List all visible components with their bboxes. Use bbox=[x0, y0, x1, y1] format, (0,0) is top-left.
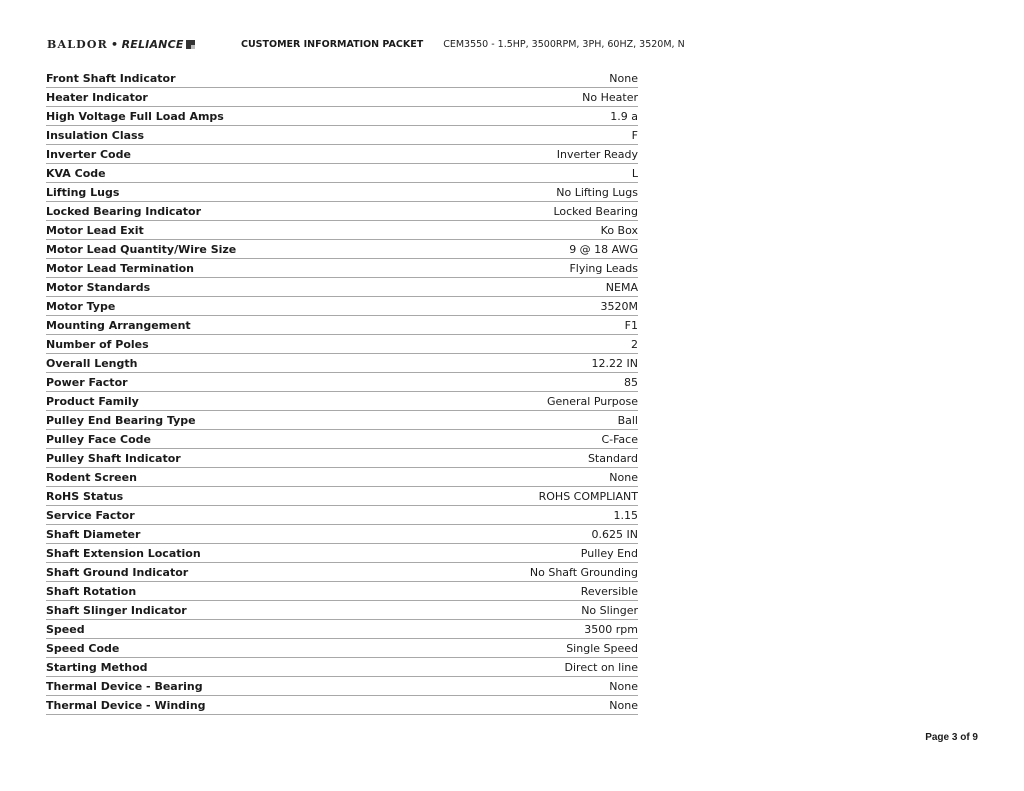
spec-value: Ko Box bbox=[600, 223, 638, 237]
spec-row bbox=[46, 449, 638, 468]
spec-label: High Voltage Full Load Amps bbox=[46, 109, 224, 123]
spec-row bbox=[46, 620, 638, 639]
spec-row bbox=[46, 601, 638, 620]
spec-row bbox=[46, 126, 638, 145]
spec-value: 2 bbox=[631, 337, 638, 351]
spec-value: L bbox=[631, 166, 638, 180]
spec-table bbox=[46, 69, 638, 715]
spec-label: RoHS Status bbox=[46, 489, 124, 503]
spec-row bbox=[46, 69, 638, 88]
spec-row bbox=[46, 221, 638, 240]
spec-value: Locked Bearing bbox=[553, 204, 638, 218]
spec-row bbox=[46, 487, 638, 506]
spec-value: None bbox=[609, 71, 638, 85]
spec-value: 3500 rpm bbox=[584, 622, 638, 636]
spec-label: Shaft Diameter bbox=[46, 527, 141, 541]
spec-label: Shaft Slinger Indicator bbox=[46, 603, 187, 617]
spec-label: Motor Lead Termination bbox=[46, 261, 195, 275]
spec-label: Product Family bbox=[46, 394, 139, 408]
spec-label: Shaft Extension Location bbox=[46, 546, 201, 560]
packet-title: CUSTOMER INFORMATION PACKET bbox=[241, 38, 424, 50]
spec-value: Reversible bbox=[580, 584, 638, 598]
spec-value: ROHS COMPLIANT bbox=[538, 489, 638, 503]
spec-label: Number of Poles bbox=[46, 337, 149, 351]
spec-value: 3520M bbox=[600, 299, 638, 313]
spec-value: No Heater bbox=[582, 90, 638, 104]
spec-row bbox=[46, 506, 638, 525]
spec-value: 12.22 IN bbox=[591, 356, 638, 370]
spec-label: Power Factor bbox=[46, 375, 128, 389]
spec-value: 0.625 IN bbox=[591, 527, 638, 541]
spec-value: None bbox=[609, 470, 638, 484]
spec-label: Motor Lead Quantity/Wire Size bbox=[46, 242, 237, 256]
spec-row bbox=[46, 107, 638, 126]
spec-label: Speed bbox=[46, 622, 85, 636]
spec-label: Front Shaft Indicator bbox=[46, 71, 176, 85]
spec-row bbox=[46, 430, 638, 449]
spec-row bbox=[46, 468, 638, 487]
spec-value: 9 @ 18 AWG bbox=[569, 242, 638, 256]
spec-row bbox=[46, 354, 638, 373]
spec-row bbox=[46, 88, 638, 107]
spec-row bbox=[46, 582, 638, 601]
spec-row bbox=[46, 278, 638, 297]
spec-label: Thermal Device - Winding bbox=[46, 698, 206, 712]
spec-value: 1.9 a bbox=[610, 109, 638, 123]
spec-row bbox=[46, 563, 638, 582]
spec-label: Service Factor bbox=[46, 508, 135, 522]
spec-label: Mounting Arrangement bbox=[46, 318, 191, 332]
spec-value: General Purpose bbox=[547, 394, 638, 408]
spec-row bbox=[46, 316, 638, 335]
spec-label: Inverter Code bbox=[46, 147, 131, 161]
spec-label: Thermal Device - Bearing bbox=[46, 679, 203, 693]
brand-reliance: RELIANCE bbox=[121, 37, 184, 51]
spec-value: F bbox=[631, 128, 638, 142]
spec-row bbox=[46, 677, 638, 696]
spec-row bbox=[46, 658, 638, 677]
spec-value: None bbox=[609, 679, 638, 693]
spec-row bbox=[46, 411, 638, 430]
spec-label: Rodent Screen bbox=[46, 470, 137, 484]
spec-value: No Lifting Lugs bbox=[556, 185, 638, 199]
spec-label: Starting Method bbox=[46, 660, 148, 674]
spec-value: Pulley End bbox=[580, 546, 638, 560]
spec-row bbox=[46, 639, 638, 658]
spec-label: KVA Code bbox=[46, 166, 106, 180]
spec-row bbox=[46, 164, 638, 183]
spec-value: Standard bbox=[587, 451, 638, 465]
product-subtitle: CEM3550 - 1.5HP, 3500RPM, 3PH, 60HZ, 3520M, N bbox=[443, 38, 685, 50]
spec-row bbox=[46, 696, 638, 715]
spec-label: Speed Code bbox=[46, 641, 120, 655]
spec-label: Pulley Face Code bbox=[46, 432, 151, 446]
spec-label: Locked Bearing Indicator bbox=[46, 204, 202, 218]
spec-label: Shaft Rotation bbox=[46, 584, 137, 598]
spec-row bbox=[46, 373, 638, 392]
spec-row bbox=[46, 259, 638, 278]
spec-value: Ball bbox=[617, 413, 638, 427]
spec-value: C-Face bbox=[601, 432, 638, 446]
spec-value: None bbox=[609, 698, 638, 712]
spec-label: Insulation Class bbox=[46, 128, 145, 142]
brand-logo bbox=[47, 38, 227, 51]
spec-label: Lifting Lugs bbox=[46, 185, 120, 199]
spec-value: No Slinger bbox=[581, 603, 638, 617]
spec-value: Inverter Ready bbox=[556, 147, 638, 161]
spec-row bbox=[46, 183, 638, 202]
brand-mark-icon bbox=[186, 40, 195, 49]
spec-row bbox=[46, 202, 638, 221]
spec-row bbox=[46, 392, 638, 411]
spec-label: Motor Lead Exit bbox=[46, 223, 144, 237]
spec-label: Motor Type bbox=[46, 299, 116, 313]
brand-baldor: BALDOR bbox=[47, 37, 109, 51]
spec-label: Overall Length bbox=[46, 356, 138, 370]
page-number: Page 3 of 9 bbox=[925, 732, 978, 743]
spec-row bbox=[46, 297, 638, 316]
spec-value: Flying Leads bbox=[569, 261, 638, 275]
spec-value: Single Speed bbox=[566, 641, 638, 655]
spec-label: Motor Standards bbox=[46, 280, 151, 294]
spec-label: Heater Indicator bbox=[46, 90, 148, 104]
spec-row bbox=[46, 240, 638, 259]
spec-label: Shaft Ground Indicator bbox=[46, 565, 189, 579]
spec-value: 85 bbox=[624, 375, 638, 389]
spec-row bbox=[46, 145, 638, 164]
spec-label: Pulley End Bearing Type bbox=[46, 413, 196, 427]
page-header bbox=[47, 36, 685, 52]
spec-value: F1 bbox=[624, 318, 638, 332]
spec-value: Direct on line bbox=[564, 660, 638, 674]
brand-separator: • bbox=[111, 37, 119, 51]
spec-value: 1.15 bbox=[613, 508, 638, 522]
spec-value: NEMA bbox=[605, 280, 638, 294]
spec-row bbox=[46, 335, 638, 354]
spec-row bbox=[46, 544, 638, 563]
spec-value: No Shaft Grounding bbox=[529, 565, 638, 579]
spec-row bbox=[46, 525, 638, 544]
spec-label: Pulley Shaft Indicator bbox=[46, 451, 181, 465]
